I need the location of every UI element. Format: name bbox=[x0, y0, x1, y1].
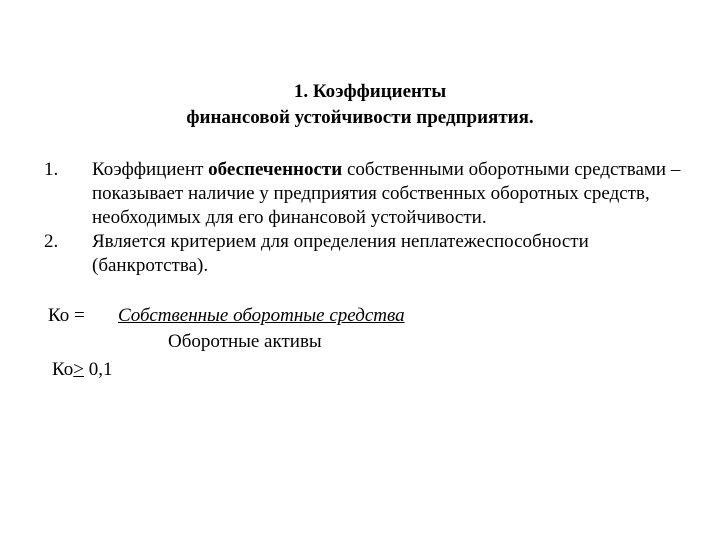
condition-prefix: Ко bbox=[52, 359, 74, 380]
list-item-1-prefix: Коэффициент bbox=[92, 159, 209, 180]
list-item-number-1: 1. bbox=[44, 159, 59, 180]
list-item-1-rest: собственными оборотными средствами – показывает наличие у предприятия собственных оборотных средств, необходимых для его финансовой устойчивости. bbox=[92, 159, 681, 228]
list-item-text-2: Является критерием для определения неплатежеспособности (банкротства). bbox=[92, 231, 589, 276]
formula-label: Ко = bbox=[48, 305, 85, 326]
formula-numerator: Собственные оборотные средства bbox=[118, 305, 405, 326]
slide-title-line-1: 1. Коэффициенты bbox=[293, 81, 447, 102]
list-item-number-2: 2. bbox=[44, 231, 59, 252]
formula-denominator: Оборотные активы bbox=[168, 331, 322, 352]
slide-title-line-2: финансовой устойчивости предприятия. bbox=[186, 107, 534, 128]
condition-sign: > bbox=[73, 359, 84, 380]
list-item-text-1 bbox=[92, 158, 702, 230]
formula-condition bbox=[52, 358, 112, 382]
list-item-1-bold-term: обеспеченности bbox=[208, 159, 343, 180]
condition-value: 0,1 bbox=[83, 359, 113, 380]
